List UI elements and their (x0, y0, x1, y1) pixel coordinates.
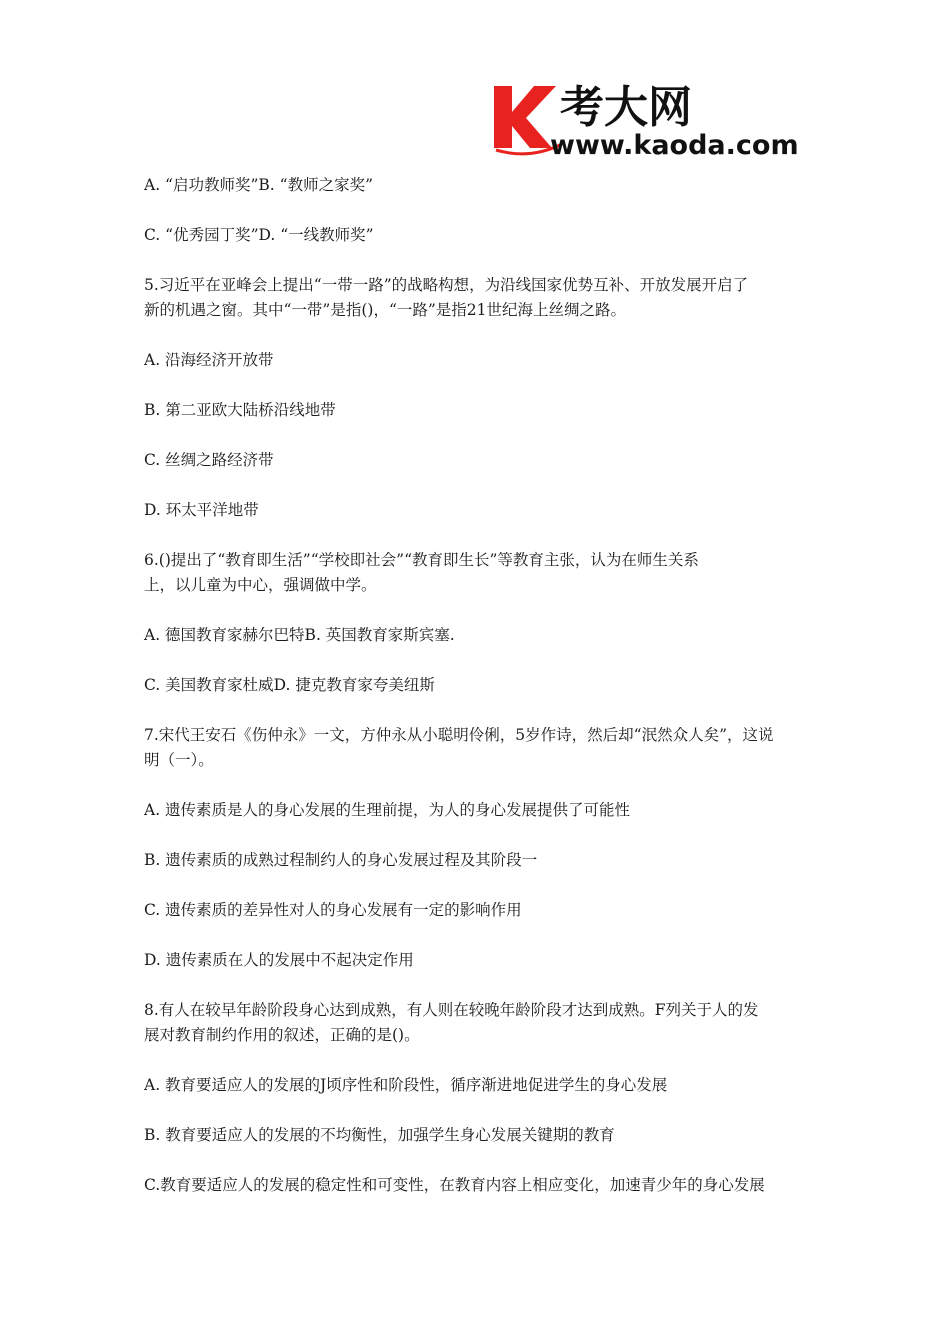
question-paragraph (144, 273, 809, 323)
text-line: B. 教育要适应人的发展的不均衡性，加强学生身心发展关键期的教育 (144, 1126, 615, 1144)
text-line: 8.有人在较早年龄阶段身心达到成熟，有人则在较晚年龄阶段才达到成熟。F列关于人的发 (144, 1001, 759, 1019)
text-line: B. 第二亚欧大陆桥沿线地带 (144, 401, 336, 419)
text-line: A. 教育要适应人的发展的J顷序性和阶段性，循序渐进地促进学生的身心发展 (144, 1076, 668, 1094)
text-line: 展对教育制约作用的叙述，正确的是()。 (144, 1026, 420, 1044)
logo-brand-cn: 考大网 (560, 82, 692, 133)
text-line: A. 沿海经济开放带 (144, 351, 274, 369)
question-paragraph (144, 723, 809, 773)
text-line: C. 遗传素质的差异性对人的身心发展有一定的影响作用 (144, 901, 522, 919)
text-line: A. 遗传素质是人的身心发展的生理前提，为人的身心发展提供了可能性 (144, 801, 631, 819)
text-line: 新的机遇之窗。其中“一带”是指()，“一路”是指21世纪海上丝绸之路。 (144, 301, 627, 319)
question-paragraph (144, 548, 809, 598)
document-body (144, 173, 809, 1223)
question-paragraph (144, 848, 809, 873)
text-line: D. 遗传素质在人的发展中不起决定作用 (144, 951, 414, 969)
kaoda-logo (490, 78, 810, 160)
text-line: A. 德国教育家赫尔巴特B. 英国教育家斯宾塞. (144, 626, 455, 644)
question-paragraph (144, 173, 809, 198)
text-line: C. “优秀园丁奖”D. “一线教师奖” (144, 226, 374, 244)
k-logo-icon (494, 86, 556, 148)
text-line: 上，以儿童为中心，强调做中学。 (144, 576, 377, 594)
text-line: D. 环太平洋地带 (144, 501, 259, 519)
logo-url: www.kaoda.com (550, 130, 799, 160)
question-paragraph (144, 898, 809, 923)
text-line: 明（一）。 (144, 751, 214, 769)
question-paragraph (144, 448, 809, 473)
question-paragraph (144, 498, 809, 523)
question-paragraph (144, 623, 809, 648)
text-line: 5.习近平在亚峰会上提出“一带一路”的战略构想，为沿线国家优势互补、开放发展开启了 (144, 276, 749, 294)
text-line: 7.宋代王安石《伤仲永》一文，方仲永从小聪明伶俐，5岁作诗，然后却“泯然众人矣”，这说 (144, 726, 774, 744)
text-line: C.教育要适应人的发展的稳定性和可变性，在教育内容上相应变化，加速青少年的身心发展 (144, 1176, 765, 1194)
text-line: A. “启功教师奖”B. “教师之家奖” (144, 176, 373, 194)
question-paragraph (144, 348, 809, 373)
text-line: C. 美国教育家杜威D. 捷克教育家夸美纽斯 (144, 676, 435, 694)
question-paragraph (144, 1173, 809, 1198)
question-paragraph (144, 1123, 809, 1148)
question-paragraph (144, 798, 809, 823)
question-paragraph (144, 223, 809, 248)
question-paragraph (144, 673, 809, 698)
question-paragraph (144, 998, 809, 1048)
question-paragraph (144, 1073, 809, 1098)
question-paragraph (144, 398, 809, 423)
text-line: B. 遗传素质的成熟过程制约人的身心发展过程及其阶段一 (144, 851, 538, 869)
text-line: C. 丝绸之路经济带 (144, 451, 274, 469)
text-line: 6.()提出了“教育即生活”“学校即社会”“教育即生长”等教育主张，认为在师生关系 (144, 551, 699, 569)
kaoda-logo-graphic (490, 78, 810, 160)
question-paragraph (144, 948, 809, 973)
